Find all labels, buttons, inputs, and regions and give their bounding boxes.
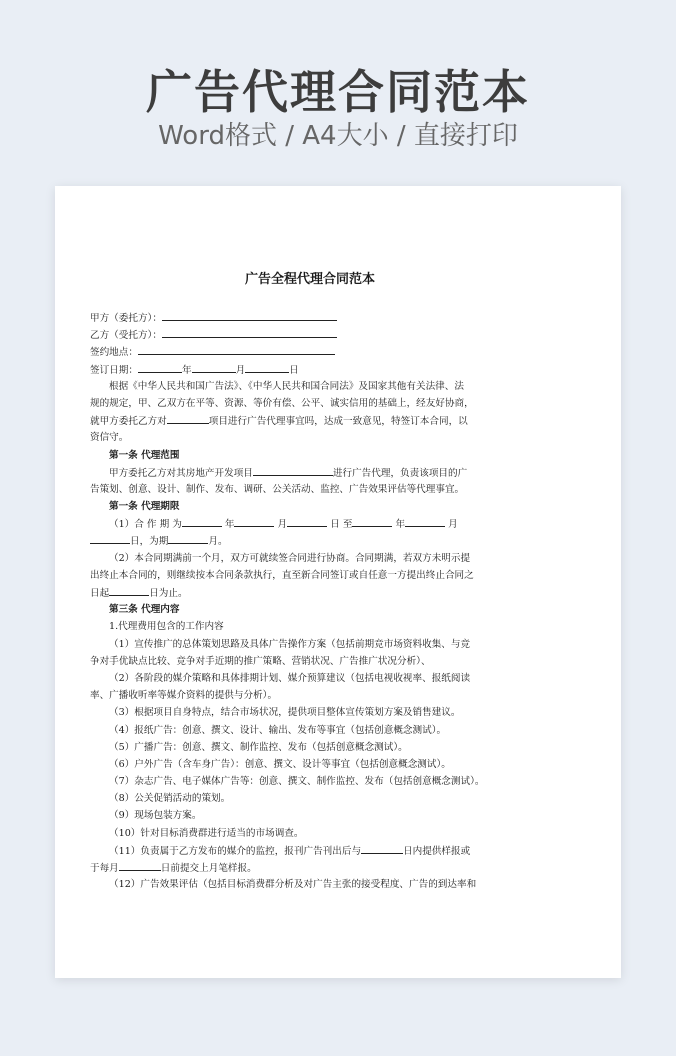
renewal-blank	[109, 584, 149, 596]
term-line	[90, 532, 530, 549]
content-item: 争对手优缺点比较、竞争对手近期的推广策略、营销状况、广告推广状况分析）、	[90, 655, 431, 667]
banner-subtitle: Word格式 / A4大小 / 直接打印	[158, 121, 518, 151]
document-body	[90, 270, 530, 893]
article-3-intro: 1.代理费用包含的工作内容	[109, 621, 224, 633]
article-1-text: 甲方委托乙方对其房地产开发项目	[109, 467, 253, 479]
preamble-line	[90, 412, 530, 429]
content-item: （3）根据项目自身特点，结合市场状况，提供项目整体宣传策划方案及销售建议。	[109, 707, 461, 719]
term-text: （1）合 作 期 为	[109, 519, 182, 531]
preamble-text: 就甲方委托乙方对	[90, 416, 167, 428]
article-2-heading: 第一条 代理期限	[109, 501, 180, 513]
date-line	[90, 361, 530, 378]
party-b-label: 乙方（受托方）：	[90, 330, 162, 342]
content-item: （2）各阶段的媒介策略和具体排期计划、媒介预算建议（包括电视收视率、报纸阅读	[109, 672, 471, 684]
article-1-text: 进行广告代理，负责该项目的广	[332, 467, 468, 479]
year-label: 年	[181, 364, 192, 376]
term-blank	[90, 532, 130, 544]
preamble-text: 项目进行广告代理事宜吗，达成一致意见，特签订本合同，以	[208, 416, 468, 428]
location-label: 签约地点：	[90, 347, 138, 359]
renewal-line: （2）本合同期满前一个月，双方可就续签合同进行协商。合同期满，若双方未明示提	[109, 552, 471, 564]
term-text: 年	[395, 519, 406, 531]
term-blank	[182, 515, 222, 527]
content-item: （5）广播广告：创意、撰文、制作监控、发布（包括创意概念测试）。	[109, 741, 408, 753]
term-blank	[234, 515, 274, 527]
party-a-blank	[162, 309, 337, 321]
banner-title: 广告代理合同范本	[146, 65, 530, 119]
term-text: 年	[224, 519, 235, 531]
preamble-line: 资信守。	[90, 432, 129, 444]
article-1-heading: 第一条 代理范围	[109, 449, 180, 461]
term-blank	[405, 515, 445, 527]
content-item: （4）报纸广告：创意、撰文、设计、输出、发布等事宜（包括创意概念测试）。	[109, 724, 447, 736]
renewal-line	[90, 584, 530, 601]
renewal-line: 出终止本合同的，则继续按本合同条款执行，直至新合同签订或自任意一方提出终止合同之	[90, 569, 474, 581]
preamble-line: 根据《中华人民共和国广告法》、《中华人民共和国合同法》及国家其他有关法律、法	[109, 380, 464, 392]
party-a-line	[90, 309, 530, 326]
content-text: （11）负责属于乙方发布的媒介的监控，报刊广告刊出后与	[109, 845, 362, 857]
content-item: （6）户外广告（含车身广告）：创意、撰文、设计等事宜（包括创意概念测试）。	[109, 758, 451, 770]
renewal-text: 日起	[90, 588, 110, 599]
content-text: 日内提供样报或	[403, 845, 471, 857]
content-item: （10）针对目标消费群进行适当的市场调查。	[109, 827, 304, 839]
project-name-blank	[253, 464, 333, 476]
month-label: 月	[235, 364, 246, 376]
monthly-blank	[119, 859, 161, 871]
term-text: 月。	[208, 536, 228, 548]
content-item: （7）杂志广告、电子媒体广告等：创意、撰文、制作监控、发布（包括创意概念测试）。	[109, 776, 485, 788]
days-blank	[361, 842, 403, 854]
month-blank	[192, 361, 236, 373]
party-b-line	[90, 326, 530, 343]
term-text: 月	[448, 519, 458, 531]
content-item: （12）广告效果评估（包括目标消费群分析及对广告主张的接受程度、广告的到达率和	[109, 879, 477, 891]
article-3-heading: 第三条 代理内容	[109, 604, 180, 616]
content-item: 率、广播收听率等媒介资料的提供与分析）。	[90, 690, 278, 702]
year-blank	[138, 361, 182, 373]
content-item: （8）公关促销活动的策划。	[109, 793, 231, 805]
term-blank	[287, 515, 327, 527]
article-1-line	[90, 464, 530, 481]
term-text: 日，为期	[130, 536, 169, 548]
day-blank	[245, 361, 289, 373]
location-blank	[138, 343, 335, 355]
party-a-label: 甲方（委托方）：	[90, 313, 162, 324]
location-line	[90, 343, 530, 360]
content-item: （9）现场包装方案。	[109, 810, 202, 822]
term-text: 日 至	[330, 519, 353, 531]
term-line	[90, 515, 530, 532]
content-item: （1）宣传推广的总体策划思路及具体广告操作方案（包括前期竞市场资料收集、与竞	[109, 638, 471, 650]
project-blank	[167, 412, 209, 424]
preamble-line: 规的规定，甲、乙双方在平等、资源、等价有偿、公平、诚实信用的基础上，经友好协商，	[90, 397, 474, 409]
content-text: 日前提交上月笔样报。	[160, 863, 257, 874]
term-text: 月	[277, 519, 288, 531]
date-label: 签订日期：	[90, 364, 138, 376]
content-text: 于每月	[90, 863, 119, 874]
term-blank	[168, 532, 208, 544]
document-title: 广告全程代理合同范本	[244, 272, 375, 287]
article-1-line: 告策划、创意、设计、制作、发布、调研、公关活动、监控、广告效果评估等代理事宜。	[90, 483, 465, 495]
content-item	[90, 859, 530, 876]
day-label: 日	[289, 364, 299, 376]
party-b-blank	[162, 326, 337, 338]
renewal-text: 日为止。	[149, 588, 188, 599]
content-item	[90, 842, 530, 859]
term-blank	[352, 515, 392, 527]
